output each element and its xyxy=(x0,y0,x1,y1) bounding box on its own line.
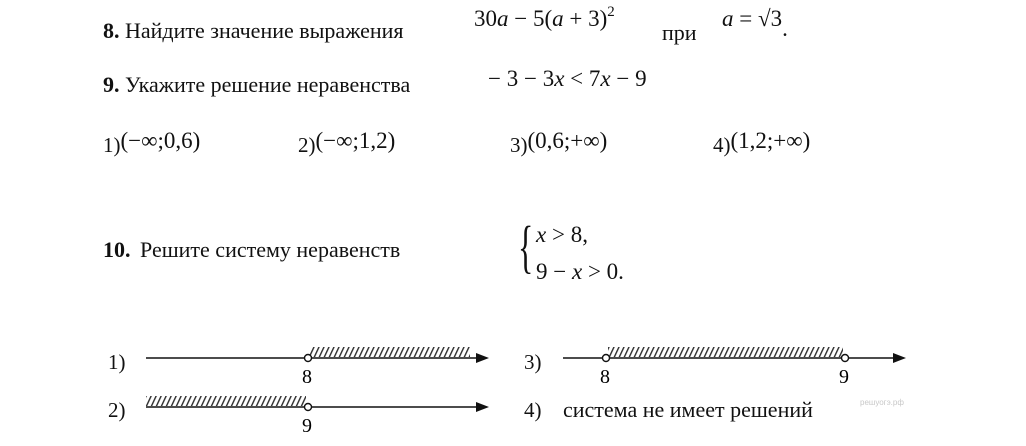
condition-eq: = √3 xyxy=(733,6,783,31)
option-value: (−∞;0,6) xyxy=(120,128,201,153)
tick-label-right: 9 xyxy=(839,366,849,388)
option-label: 2) xyxy=(298,133,316,157)
task9-text: Укажите решение неравенства xyxy=(125,72,411,97)
tick-label: 8 xyxy=(302,366,312,388)
option-label: 1) xyxy=(103,133,121,157)
open-point-left xyxy=(603,355,610,362)
system-part: > 8, xyxy=(546,222,588,247)
expr-part: 30 xyxy=(474,6,497,31)
open-point xyxy=(305,404,312,411)
axis-arrow xyxy=(476,353,489,363)
system-var: x xyxy=(536,222,547,247)
task8-condition-word: при xyxy=(662,20,697,45)
expr-exponent: 2 xyxy=(607,4,615,20)
option-label: 3) xyxy=(510,133,528,157)
expr-var: a xyxy=(552,6,564,31)
axis-arrow xyxy=(893,353,906,363)
hatch-region xyxy=(146,396,306,406)
task10-text: Решите систему неравенств xyxy=(140,237,401,262)
task10-option-4-label[interactable]: 4) xyxy=(524,398,542,422)
task9-number: 9. xyxy=(103,72,120,97)
task10-option-3-label[interactable]: 3) xyxy=(524,350,542,374)
ineq-part: − 9 xyxy=(610,66,647,91)
option-value: (1,2;+∞) xyxy=(730,128,811,153)
expr-part: − 5( xyxy=(508,6,553,31)
system-var: x xyxy=(571,259,583,284)
hatch-region xyxy=(310,347,470,357)
task10-option-4-text: система не имеет решений xyxy=(563,397,813,422)
number-line-option-1[interactable] xyxy=(146,347,489,388)
ineq-part: < 7 xyxy=(564,66,601,91)
axis-arrow xyxy=(476,402,489,412)
ineq-part: − 3 − 3 xyxy=(488,66,555,91)
task10-option-2-label[interactable]: 2) xyxy=(108,398,126,422)
tick-label: 9 xyxy=(302,415,312,437)
number-line-option-3[interactable] xyxy=(563,347,906,388)
watermark: решуогэ.рф xyxy=(860,398,904,407)
task10-option-1-label[interactable]: 1) xyxy=(108,350,126,374)
option-value: (−∞;1,2) xyxy=(315,128,396,153)
condition-end: . xyxy=(782,16,788,41)
ineq-var: x xyxy=(554,66,565,91)
task8-number: 8. xyxy=(103,18,120,43)
open-point xyxy=(305,355,312,362)
option-label: 4) xyxy=(713,133,731,157)
condition-var: a xyxy=(722,6,734,31)
system-part: 9 − xyxy=(536,259,572,284)
tick-label-left: 8 xyxy=(600,366,610,388)
number-line-option-2[interactable] xyxy=(146,396,489,437)
system-brace: { xyxy=(518,214,534,279)
expr-var: a xyxy=(497,6,509,31)
ineq-var: x xyxy=(600,66,611,91)
task10-number: 10. xyxy=(103,237,131,262)
hatch-region xyxy=(608,347,843,357)
task8-text: Найдите значение выражения xyxy=(125,18,404,43)
expr-part: + 3) xyxy=(563,6,608,31)
option-value: (0,6;+∞) xyxy=(527,128,608,153)
open-point-right xyxy=(842,355,849,362)
system-part: > 0. xyxy=(582,259,624,284)
